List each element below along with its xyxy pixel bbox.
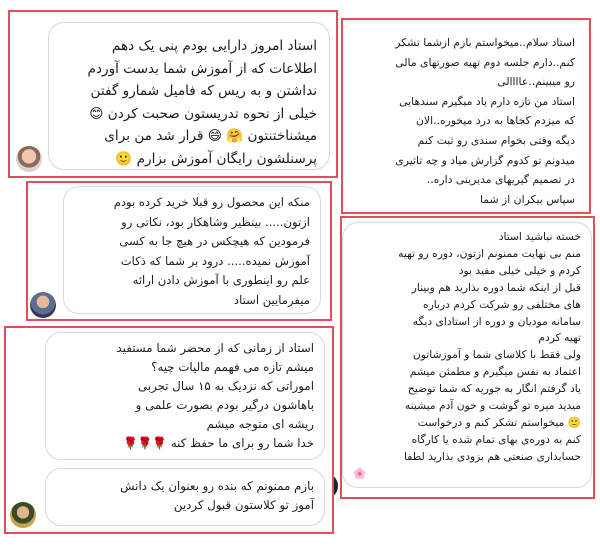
message-line: استاد من تازه دارم یاد میگیرم سندهایی	[399, 94, 575, 108]
message-line: سامانه مودیان و دوره از استادای دیگه	[412, 314, 581, 328]
message-line: قبل از اینکه شما دوره بذارید هم وبینار	[411, 280, 581, 294]
message-bubble-5	[45, 332, 325, 460]
message-line: بازم ممنونم که بنده رو بعنوان یک دانش	[120, 479, 314, 493]
message-line: دیگه وقتی بخوام سندی رو ثبت کنم	[417, 133, 575, 147]
message-line: کنم..دارم جلسه دوم تهیه صورتهای مالی	[395, 55, 575, 69]
message-line: یاد گرفتم انگار به جوریه که شما توضیح	[407, 382, 581, 396]
message-line: خسته نباشید استاد	[498, 230, 581, 243]
message-line: آموز تو کلاستون قبول کردین	[173, 498, 314, 512]
message-line: استاد سلام..میخواستم بازم ازشما تشکر	[395, 36, 575, 49]
message-line: منکه این محصول رو قبلا خرید کرده بودم	[113, 195, 310, 209]
message-line: رو میبینم..عاااالی	[497, 75, 575, 89]
avatar	[10, 502, 36, 528]
message-line: میشم تازه می فهمم مالیات چیه؟	[151, 360, 314, 374]
message-line: 🙂 میخواستم تشکر کنم و درخواست	[417, 415, 581, 429]
message-line: استاد از زمانی که از محضر شما مستفید	[116, 341, 314, 355]
message-line: که میزدم کجاها به درد میخوره..الان	[416, 114, 575, 128]
message-line: اموراتی که نزدیک به ۱۵ سال تجربی	[138, 379, 314, 393]
message-line: استاد امروز دارایی بودم پنی یک دهم	[111, 38, 317, 54]
message-bubble-3	[63, 186, 321, 314]
message-line: اعتماد به نفس میگیرم و مطمئن میشم	[409, 365, 581, 379]
message-line: نداشتن و به ریس که فامیل شمارو گفتن	[90, 83, 317, 99]
message-line: میدید میره تو گوشت و خون آدم میشینه	[404, 399, 581, 413]
message-line: فرمودین که هیچکس در هیچ جا به کسی	[119, 234, 310, 248]
message-line: های مختلفی رو شرکت کردم درباره	[423, 297, 581, 311]
message-line: پرسنلشون رایگان آموزش بزارم 🙂	[115, 150, 317, 167]
message-line: حسابداری صنعتی هم بزودی بذارید لطفا	[404, 449, 581, 463]
message-line: کنم به دوره‌ی بهای تمام شده یا کارگاه	[411, 432, 581, 446]
message-line: سپاس بیکران از شما	[480, 192, 575, 206]
message-bubble-6	[45, 468, 325, 526]
message-line: میفرمایین استاد	[233, 292, 310, 307]
message-line: کردم و خیلی خیلی مفید بود	[458, 263, 581, 277]
message-line: خدا شما رو برای ما حفظ کنه 🌹🌹🌹	[123, 436, 314, 450]
message-bubble-1	[48, 22, 330, 170]
message-bubble-4	[342, 222, 592, 488]
message-line: ریشه ای متوجه میشم	[206, 417, 314, 431]
message-line: علم رو اینطوری با آموزش دادن ارائه	[132, 273, 310, 287]
message-line: میدونم تو کدوم گزارش میاد و چه تاثیری	[395, 153, 575, 167]
message-line: در تصمیم گیریهای مدیریتی داره..	[426, 173, 575, 187]
avatar	[16, 146, 42, 172]
message-line: تهیه کردم	[538, 331, 581, 345]
message-line: ولی فقط با کلاسای شما و آموزشاتون	[412, 348, 581, 362]
message-line: میشناختنتون 🤗 😄 قرار شد من برای	[104, 128, 317, 144]
message-line: منم بی نهایت ممنونم ازتون، دوره رو تهیه	[398, 246, 581, 260]
message-line: آموزش نمیده..... درود بر شما که ذکات	[120, 253, 310, 268]
message-line: ازتون..... بینظیر وشاهکار بود، نکاتی رو	[121, 214, 310, 229]
message-line: خیلی از نحوه تدریستون صحبت کردن 😊	[89, 105, 317, 122]
avatar	[30, 292, 56, 318]
message-line: اطلاعات که از آموزش شما بدست آوردم	[87, 60, 317, 77]
message-bubble-2	[350, 24, 584, 208]
message-line: 🌸	[353, 466, 367, 480]
message-line: باهاشون درگیر بودم بصورت علمی و	[135, 398, 314, 412]
